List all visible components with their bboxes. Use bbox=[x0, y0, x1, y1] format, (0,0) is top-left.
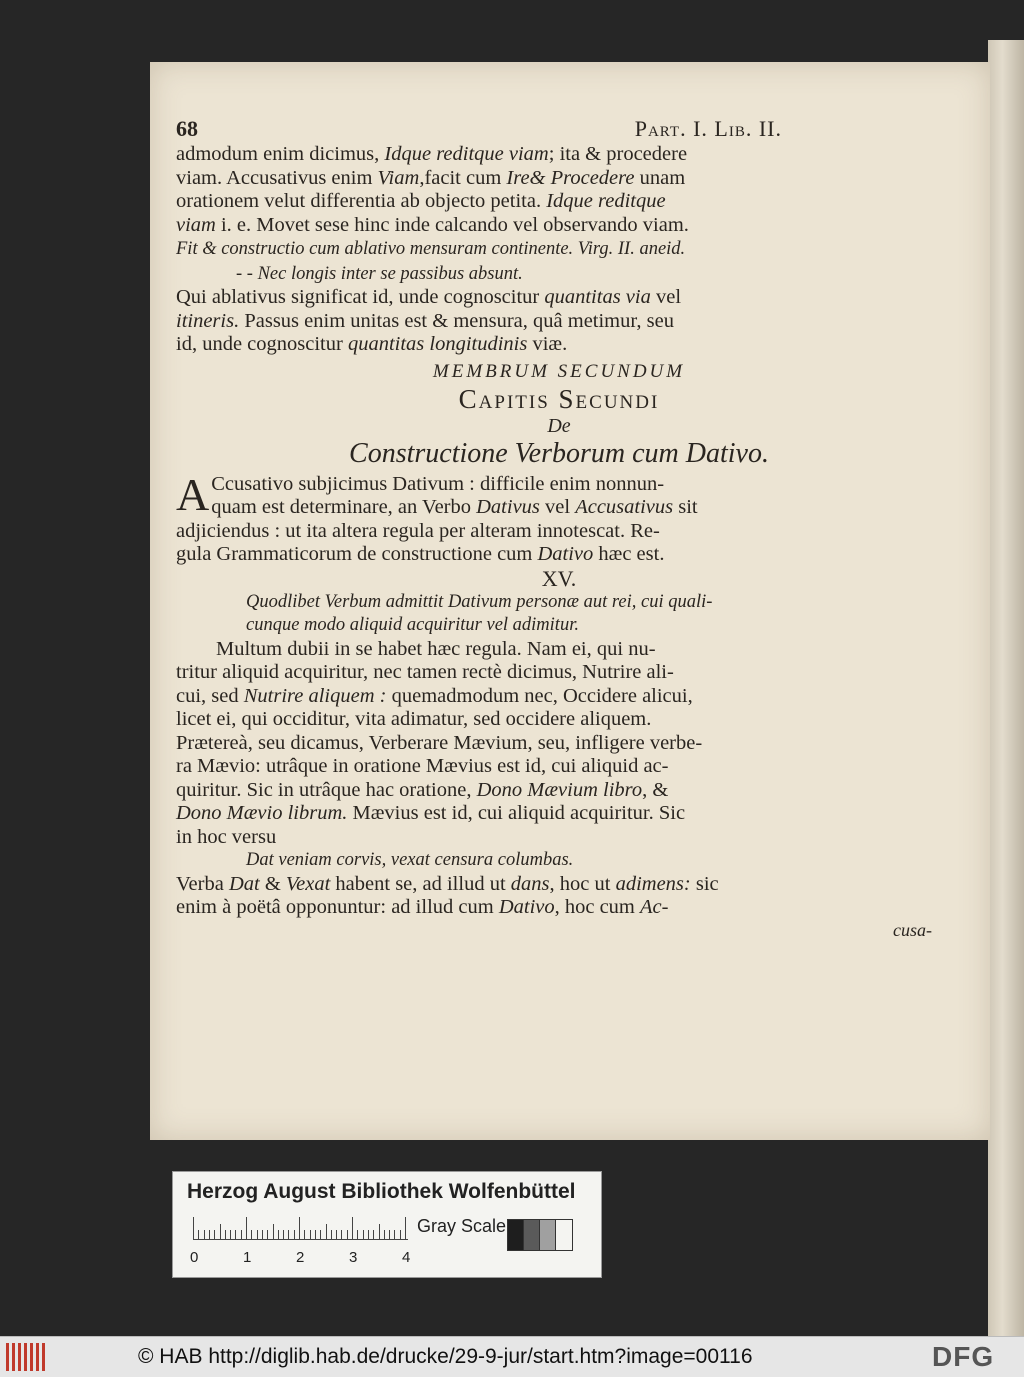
text-segment: in hoc versu bbox=[176, 825, 277, 848]
text-segment: quam est determinare, an Verbo bbox=[211, 496, 477, 518]
paragraph-intro bbox=[176, 468, 942, 567]
text-segment: viam bbox=[176, 213, 216, 236]
ruler-tick bbox=[204, 1230, 205, 1239]
text-line bbox=[176, 543, 942, 567]
page-text bbox=[176, 115, 942, 941]
text-line bbox=[176, 779, 942, 803]
text-line bbox=[176, 685, 942, 709]
ruler-tick bbox=[368, 1230, 369, 1239]
ruler-tick bbox=[257, 1230, 258, 1239]
text-segment: hæc est. bbox=[593, 543, 665, 565]
text-line bbox=[176, 143, 942, 167]
paragraph-top bbox=[176, 143, 942, 357]
text-line bbox=[246, 591, 942, 615]
text-segment: habent se, ad illud ut bbox=[330, 872, 511, 895]
text-segment: sic bbox=[690, 872, 719, 895]
text-segment: vel bbox=[539, 496, 576, 518]
color-card bbox=[172, 1171, 602, 1278]
text-segment: Dativus bbox=[476, 496, 540, 518]
page-header bbox=[176, 115, 942, 143]
card-title: Herzog August Bibliothek Wolfenbüttel bbox=[187, 1180, 576, 1203]
text-line bbox=[176, 708, 942, 732]
ruler-tick bbox=[251, 1230, 252, 1239]
rule-number: XV. bbox=[541, 565, 577, 591]
text-segment: Multum dubii in se habet hæc regula. Nam ei, qui nu- bbox=[216, 637, 656, 660]
text-segment: itineris. bbox=[176, 309, 240, 332]
ruler-tick bbox=[310, 1230, 311, 1239]
ruler-tick bbox=[241, 1230, 242, 1239]
text-line bbox=[176, 873, 942, 897]
text-segment: cui, sed bbox=[176, 684, 244, 707]
text-segment: Ac- bbox=[640, 896, 669, 918]
text-segment: orationem velut differentia ab objecto petita. bbox=[176, 190, 547, 212]
text-line bbox=[176, 167, 942, 191]
text-segment: quiritur. Sic in utrâque hac oratione, bbox=[176, 778, 477, 801]
ruler-tick bbox=[304, 1230, 305, 1239]
ruler-number: 2 bbox=[296, 1249, 305, 1266]
text-line bbox=[176, 190, 942, 214]
de-heading: De bbox=[547, 414, 571, 437]
text-segment: quantitas via bbox=[544, 286, 651, 308]
ruler-tick bbox=[363, 1230, 364, 1239]
text-segment: ; ita & procedere bbox=[548, 143, 688, 165]
ruler-tick bbox=[294, 1230, 295, 1239]
text-segment: Idque reditque bbox=[546, 190, 666, 212]
text-line bbox=[176, 755, 942, 779]
ruler-tick bbox=[193, 1217, 194, 1239]
text-line bbox=[176, 214, 942, 238]
ruler-tick bbox=[405, 1217, 406, 1239]
text-segment: adimens: bbox=[615, 872, 691, 895]
text-line bbox=[176, 732, 942, 756]
text-line bbox=[176, 286, 942, 310]
text-segment: Mævius est id, cui aliquid acquiritur. Sic bbox=[347, 802, 686, 824]
ruler-tick bbox=[326, 1224, 327, 1239]
text-segment: Qui ablativus significat id, unde cognoscitur bbox=[176, 286, 545, 308]
text-segment: Passus enim unitas est & mensura, quâ metimur, seu bbox=[239, 309, 674, 332]
text-segment: admodum enim dicimus, bbox=[176, 143, 385, 165]
next-page-edge bbox=[988, 40, 1024, 1336]
ruler-tick bbox=[235, 1230, 236, 1239]
paragraph-body bbox=[176, 638, 942, 850]
text-segment: Dativo bbox=[537, 543, 594, 565]
text-segment: viam. Accusativus enim bbox=[176, 166, 378, 189]
text-segment: sit bbox=[673, 496, 698, 518]
page-number: 68 bbox=[176, 116, 198, 141]
ruler-tick bbox=[336, 1230, 337, 1239]
ruler-tick bbox=[198, 1230, 199, 1239]
ruler-tick bbox=[267, 1230, 268, 1239]
ruler-tick bbox=[299, 1217, 300, 1239]
text-segment: adjiciendus : ut ita altera regula per alteram innotescat. Re- bbox=[176, 519, 660, 542]
text-segment: viæ. bbox=[527, 333, 568, 355]
text-segment: ,facit cum bbox=[419, 166, 507, 189]
ruler-tick bbox=[347, 1230, 348, 1239]
text-segment: Accusativus bbox=[575, 496, 674, 518]
text-segment: Quodlibet Verbum admittit Dativum personæ aut rei, cui quali- bbox=[246, 591, 713, 612]
verse-quote: Dat veniam corvis, vexat censura columbas. bbox=[246, 850, 574, 870]
text-segment: vel bbox=[650, 286, 682, 308]
text-line bbox=[176, 638, 942, 662]
ruler-number: 3 bbox=[349, 1249, 358, 1266]
capitis-heading: Capitis Secundi bbox=[458, 383, 660, 414]
text-segment: Verba bbox=[176, 872, 229, 895]
text-line bbox=[176, 496, 942, 520]
ruler-tick bbox=[331, 1230, 332, 1239]
text-segment: licet ei, qui occiditur, vita adimatur, sed occidere aliquem. bbox=[176, 708, 652, 730]
text-line bbox=[246, 614, 942, 638]
text-segment: Dativo bbox=[498, 896, 555, 918]
ruler-tick bbox=[384, 1230, 385, 1239]
text-segment: Idque reditque viam bbox=[384, 143, 549, 165]
ruler-tick bbox=[373, 1230, 374, 1239]
text-segment: cunque modo aliquid acquiritur vel adimitur. bbox=[246, 615, 579, 635]
rule-text bbox=[176, 591, 942, 638]
text-segment: unam bbox=[634, 166, 686, 189]
text-segment: Ire& Procedere bbox=[506, 166, 635, 189]
text-segment: Ccusativo subjicimus Dativum : difficile enim nonnun- bbox=[211, 472, 665, 495]
text-segment: gula Grammaticorum de constructione cum bbox=[176, 543, 538, 565]
text-segment: Dono Mævio librum. bbox=[176, 802, 348, 824]
catchword: cusa- bbox=[893, 919, 932, 940]
ruler bbox=[193, 1217, 408, 1240]
ruler-tick bbox=[209, 1230, 210, 1239]
ruler-tick bbox=[320, 1230, 321, 1239]
text-segment: quemadmodum nec, Occidere alicui, bbox=[386, 684, 693, 707]
section-title: Constructione Verborum cum Dativo. bbox=[349, 437, 769, 469]
dfg-logo: DFG bbox=[932, 1341, 995, 1372]
ruler-tick bbox=[341, 1230, 342, 1239]
ruler-tick bbox=[315, 1230, 316, 1239]
text-segment: Prætereà, seu dicamus, Verberare Mævium, seu, infligere verbe- bbox=[176, 731, 703, 754]
text-segment: Vexat bbox=[285, 872, 331, 895]
running-title: Part. I. Lib. II. bbox=[634, 116, 782, 141]
text-segment: quantitas longitudinis bbox=[347, 333, 528, 355]
ruler-tick bbox=[283, 1230, 284, 1239]
text-line bbox=[176, 826, 942, 850]
text-segment: Viam bbox=[377, 166, 420, 189]
ruler-number: 0 bbox=[190, 1249, 199, 1266]
text-line bbox=[176, 333, 942, 357]
membrum-heading: MEMBRUM SECUNDUM bbox=[432, 360, 686, 382]
ruler-tick bbox=[400, 1230, 401, 1239]
ruler-number: 1 bbox=[243, 1249, 252, 1266]
text-segment: Dono Mævium libro bbox=[476, 778, 643, 801]
text-segment: enim à poëtâ opponuntur: ad illud cum bbox=[176, 896, 499, 918]
ruler-tick bbox=[246, 1217, 247, 1239]
hab-logo-icon bbox=[6, 1343, 46, 1371]
ruler-tick bbox=[214, 1230, 215, 1239]
text-segment: , hoc cum bbox=[554, 896, 641, 918]
text-segment: i. e. Movet sese hinc inde calcando vel observando viam. bbox=[215, 213, 689, 236]
ruler-tick bbox=[379, 1224, 380, 1239]
ruler-tick bbox=[278, 1230, 279, 1239]
text-line bbox=[176, 473, 942, 497]
text-segment: Dat bbox=[228, 872, 260, 895]
text-line bbox=[176, 802, 942, 826]
ruler-tick bbox=[394, 1230, 395, 1239]
text-segment: , & bbox=[642, 778, 669, 801]
text-segment: , hoc ut bbox=[549, 872, 616, 895]
text-segment: - - Nec longis inter se passibus absunt. bbox=[236, 263, 523, 284]
ruler-tick bbox=[352, 1217, 353, 1239]
text-segment: dans bbox=[510, 872, 550, 895]
ruler-number: 4 bbox=[402, 1249, 411, 1266]
ruler-tick bbox=[262, 1230, 263, 1239]
gray-swatch bbox=[555, 1219, 573, 1251]
text-segment: & bbox=[259, 872, 286, 895]
text-segment: tritur aliquid acquiritur, nec tamen rectè dicimus, Nutrire ali- bbox=[176, 661, 674, 683]
text-segment: Nutrire aliquem : bbox=[243, 684, 387, 707]
gray-scale-label: Gray Scale bbox=[417, 1216, 507, 1236]
ruler-tick bbox=[225, 1230, 226, 1239]
ruler-tick bbox=[357, 1230, 358, 1239]
text-line bbox=[176, 237, 942, 262]
text-line bbox=[176, 262, 942, 287]
ruler-tick bbox=[220, 1224, 221, 1239]
text-line bbox=[176, 896, 942, 920]
text-line bbox=[176, 310, 942, 334]
text-segment: id, unde cognoscitur bbox=[176, 333, 348, 355]
text-segment: ra Mævio: utrâque in oratione Mævius est id, cui aliquid ac- bbox=[176, 755, 669, 777]
ruler-tick bbox=[389, 1230, 390, 1239]
drop-cap: A bbox=[176, 468, 210, 520]
text-line bbox=[176, 520, 942, 544]
paragraph-end bbox=[176, 873, 942, 920]
ruler-tick bbox=[273, 1224, 274, 1239]
text-segment: Fit & constructio cum ablativo mensuram continente. Virg. II. aneid. bbox=[176, 239, 686, 259]
ruler-tick bbox=[288, 1230, 289, 1239]
ruler-tick bbox=[230, 1230, 231, 1239]
copyright-url[interactable]: © HAB http://diglib.hab.de/drucke/29-9-jur/start.htm?image=00116 bbox=[138, 1345, 753, 1368]
text-line bbox=[176, 661, 942, 685]
footer-bar bbox=[0, 1336, 1024, 1377]
